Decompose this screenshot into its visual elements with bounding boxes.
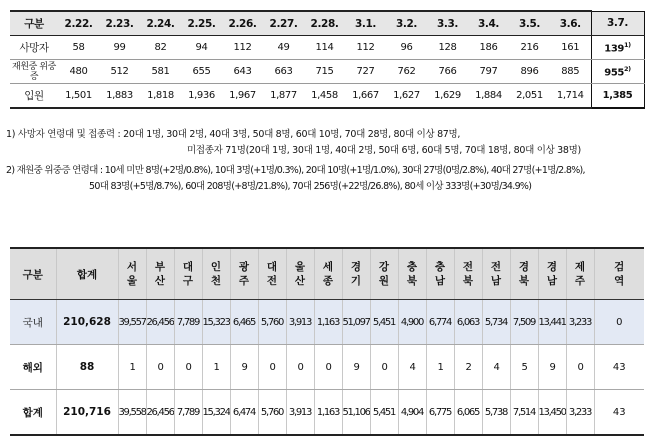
row-label: 국내 — [10, 300, 56, 345]
region-name: 인천 — [210, 261, 222, 287]
region-value: 5,760 — [258, 300, 286, 345]
region-value: 5,760 — [258, 390, 286, 436]
value-cell — [386, 84, 427, 109]
note-1-line-2: 미접종자 71명(20대 1명, 30대 1명, 40대 2명, 50대 6명, 60대 5명, 70대 18명, 80대 이상 38명) — [187, 145, 581, 156]
region-value: 6,774 — [426, 300, 454, 345]
value-text: 1,818 — [147, 90, 174, 101]
value-text: 99 — [113, 42, 126, 53]
region-value: 39,557 — [118, 300, 146, 345]
date-header: 3.3. — [427, 11, 468, 36]
value-cell — [550, 84, 591, 109]
region-value: 4,904 — [398, 390, 426, 436]
value-text: 1,458 — [311, 90, 338, 101]
value-text: 1,877 — [270, 90, 297, 101]
region-value: 0 — [370, 345, 398, 390]
region-value: 7,789 — [174, 390, 202, 436]
date-header: 3.5. — [509, 11, 550, 36]
value-cell — [509, 84, 550, 109]
value-cell — [181, 36, 222, 60]
region-value: 6,065 — [454, 390, 482, 436]
daily-status-table — [10, 10, 645, 109]
region-value: 1,163 — [314, 390, 342, 436]
region-cases-table — [10, 247, 644, 436]
region-value: 1 — [118, 345, 146, 390]
region-header — [258, 248, 286, 300]
value-cell — [386, 36, 427, 60]
value-cell — [345, 36, 386, 60]
region-value: 9 — [538, 345, 566, 390]
date-header: 3.6. — [550, 11, 591, 36]
region-value: 3,913 — [286, 300, 314, 345]
row-label: 합계 — [10, 390, 56, 436]
region-value: 5,734 — [482, 300, 510, 345]
value-cell — [58, 84, 99, 109]
row-label: 사망자 — [10, 36, 58, 60]
value-cell — [58, 36, 99, 60]
region-name: 경북 — [518, 261, 530, 287]
region-value: 5,451 — [370, 390, 398, 436]
date-header: 3.1. — [345, 11, 386, 36]
footnote-marker: 2) — [623, 64, 631, 73]
region-name: 충북 — [406, 261, 418, 287]
region-name: 부산 — [154, 261, 166, 287]
region-name: 강원 — [378, 261, 390, 287]
region-value: 1 — [202, 345, 230, 390]
region-value: 15,324 — [202, 390, 230, 436]
region-header — [118, 248, 146, 300]
region-header — [146, 248, 174, 300]
value-cell — [140, 36, 181, 60]
value-text: 94 — [195, 42, 208, 53]
value-cell — [140, 60, 181, 84]
value-text: 581 — [151, 66, 170, 77]
value-cell — [99, 60, 140, 84]
region-value: 51,097 — [342, 300, 370, 345]
value-cell — [58, 60, 99, 84]
value-cell — [181, 84, 222, 109]
value-cell — [427, 60, 468, 84]
region-value: 1 — [426, 345, 454, 390]
region-header — [342, 248, 370, 300]
header-label: 구분 — [10, 248, 56, 300]
region-value: 3,233 — [566, 390, 594, 436]
value-cell — [591, 36, 644, 60]
value-cell — [263, 84, 304, 109]
value-text: 49 — [277, 42, 290, 53]
value-cell — [591, 60, 644, 84]
region-name: 검역 — [614, 261, 625, 287]
region-value: 6,474 — [230, 390, 258, 436]
value-text: 955 — [604, 67, 624, 79]
row-total: 210,716 — [56, 390, 118, 436]
region-value: 0 — [258, 345, 286, 390]
date-header: 2.26. — [222, 11, 263, 36]
region-header — [538, 248, 566, 300]
region-header — [202, 248, 230, 300]
table-row — [10, 300, 644, 345]
footnote-marker: 1) — [623, 40, 631, 49]
region-header — [426, 248, 454, 300]
region-value: 4 — [398, 345, 426, 390]
region-value: 4 — [482, 345, 510, 390]
value-text: 128 — [438, 42, 457, 53]
value-text: 715 — [315, 66, 334, 77]
region-name: 경남 — [546, 261, 558, 287]
region-value: 26,456 — [146, 390, 174, 436]
region-value: 13,441 — [538, 300, 566, 345]
value-text: 2,051 — [516, 90, 543, 101]
date-header: 3.7. — [591, 11, 644, 36]
value-cell — [345, 60, 386, 84]
value-cell — [263, 60, 304, 84]
date-header: 2.28. — [304, 11, 345, 36]
row-label: 해외 — [10, 345, 56, 390]
value-text: 114 — [315, 42, 334, 53]
value-cell — [468, 60, 509, 84]
value-text: 727 — [356, 66, 375, 77]
value-cell — [222, 60, 263, 84]
date-header: 2.25. — [181, 11, 222, 36]
region-value: 0 — [594, 300, 644, 345]
date-header: 2.22. — [58, 11, 99, 36]
header-corner: 구분 — [10, 11, 58, 36]
region-header — [398, 248, 426, 300]
region-value: 7,789 — [174, 300, 202, 345]
region-value: 3,233 — [566, 300, 594, 345]
row-label: 입원 — [10, 84, 58, 109]
region-value: 9 — [230, 345, 258, 390]
note-2-line-2: 50대 83명(+5명/8.7%), 60대 208명(+8명/21.8%), 70대 256명(+22명/26.8%), 80세 이상 333명(+30명/34.9%) — [89, 181, 532, 192]
value-cell — [304, 36, 345, 60]
region-header — [174, 248, 202, 300]
value-text: 96 — [400, 42, 413, 53]
value-text: 797 — [479, 66, 498, 77]
region-header — [314, 248, 342, 300]
value-cell — [468, 36, 509, 60]
region-name: 대구 — [182, 261, 194, 287]
date-header: 2.24. — [140, 11, 181, 36]
value-cell — [222, 84, 263, 109]
region-value: 9 — [342, 345, 370, 390]
value-text: 1,629 — [434, 90, 461, 101]
value-cell — [550, 60, 591, 84]
region-name: 광주 — [238, 261, 250, 287]
table-row — [10, 36, 644, 60]
region-value: 7,509 — [510, 300, 538, 345]
value-cell — [99, 36, 140, 60]
region-name: 세종 — [322, 261, 334, 287]
note-1-line-1: 1) 사망자 연령대 및 접종력 : 20대 1명, 30대 2명, 40대 3명, 50대 8명, 60대 10명, 70대 28명, 80대 이상 87명, — [6, 129, 461, 140]
header-total: 합계 — [56, 248, 118, 300]
table-row — [10, 345, 644, 390]
value-cell — [591, 84, 644, 109]
date-header: 3.2. — [386, 11, 427, 36]
region-header — [286, 248, 314, 300]
value-text: 512 — [110, 66, 129, 77]
region-header — [566, 248, 594, 300]
value-text: 82 — [154, 42, 167, 53]
value-cell — [468, 84, 509, 109]
date-header: 2.23. — [99, 11, 140, 36]
value-cell — [509, 36, 550, 60]
region-value: 7,514 — [510, 390, 538, 436]
region-name: 충남 — [434, 261, 446, 287]
value-text: 186 — [479, 42, 498, 53]
value-text: 1,883 — [106, 90, 133, 101]
region-value: 26,456 — [146, 300, 174, 345]
value-cell — [99, 84, 140, 109]
region-value: 6,063 — [454, 300, 482, 345]
row-total: 88 — [56, 345, 118, 390]
row-label: 재원중 위중증 — [10, 60, 58, 84]
value-text: 766 — [438, 66, 457, 77]
value-text: 663 — [274, 66, 293, 77]
region-value: 0 — [286, 345, 314, 390]
value-text: 112 — [356, 42, 375, 53]
value-cell — [304, 60, 345, 84]
region-name: 서울 — [126, 261, 138, 287]
table-row — [10, 84, 644, 109]
region-name: 경기 — [350, 261, 362, 287]
region-header — [370, 248, 398, 300]
value-cell — [345, 84, 386, 109]
value-text: 161 — [561, 42, 580, 53]
region-value: 5,738 — [482, 390, 510, 436]
note-2-line-1: 2) 재원중 위중증 연령대 : 10세 미만 8명(+2명/0.8%), 10대 3명(+1명/0.3%), 20대 10명(+1명/1.0%), 30대 27명(0명/2.8%), 40대 27명(+1명/2.8%), — [6, 165, 585, 176]
value-text: 216 — [520, 42, 539, 53]
value-text: 643 — [233, 66, 252, 77]
table-row — [10, 390, 644, 436]
value-text: 762 — [397, 66, 416, 77]
region-header — [510, 248, 538, 300]
value-text: 480 — [69, 66, 88, 77]
region-name: 울산 — [294, 261, 306, 287]
region-value: 2 — [454, 345, 482, 390]
row-total: 210,628 — [56, 300, 118, 345]
region-name: 대전 — [266, 261, 278, 287]
value-text: 896 — [520, 66, 539, 77]
region-value: 5 — [510, 345, 538, 390]
region-value: 6,775 — [426, 390, 454, 436]
value-text: 1,627 — [393, 90, 420, 101]
value-cell — [222, 36, 263, 60]
value-text: 885 — [561, 66, 580, 77]
value-text: 1,936 — [188, 90, 215, 101]
value-cell — [427, 84, 468, 109]
value-cell — [181, 60, 222, 84]
region-value: 3,913 — [286, 390, 314, 436]
value-text: 655 — [192, 66, 211, 77]
value-text: 1,884 — [475, 90, 502, 101]
value-cell — [427, 36, 468, 60]
region-value: 51,106 — [342, 390, 370, 436]
value-cell — [304, 84, 345, 109]
region-value: 0 — [566, 345, 594, 390]
region-value: 13,450 — [538, 390, 566, 436]
region-value: 15,323 — [202, 300, 230, 345]
region-value: 0 — [314, 345, 342, 390]
region-header — [482, 248, 510, 300]
value-cell — [263, 36, 304, 60]
region-value: 43 — [594, 390, 644, 436]
region-name: 전남 — [490, 261, 502, 287]
date-header: 3.4. — [468, 11, 509, 36]
region-value: 1,163 — [314, 300, 342, 345]
value-text: 1,714 — [556, 90, 584, 101]
value-cell — [509, 60, 550, 84]
region-value: 5,451 — [370, 300, 398, 345]
value-text: 112 — [233, 42, 252, 53]
region-header — [594, 248, 644, 300]
value-text: 1,501 — [65, 90, 92, 101]
value-text: 1,385 — [602, 90, 633, 101]
value-cell — [386, 60, 427, 84]
value-cell — [550, 36, 591, 60]
region-value: 39,558 — [118, 390, 146, 436]
region-value: 4,900 — [398, 300, 426, 345]
region-name: 제주 — [574, 261, 586, 287]
value-text: 58 — [72, 42, 85, 53]
region-value: 0 — [174, 345, 202, 390]
value-text: 1,667 — [352, 90, 379, 101]
region-name: 전북 — [462, 261, 474, 287]
value-text: 1,967 — [229, 90, 256, 101]
table-row — [10, 60, 644, 84]
date-header: 2.27. — [263, 11, 304, 36]
value-text: 139 — [604, 43, 624, 55]
region-header — [454, 248, 482, 300]
region-header — [230, 248, 258, 300]
value-cell — [140, 84, 181, 109]
region-value: 43 — [594, 345, 644, 390]
region-value: 6,465 — [230, 300, 258, 345]
region-value: 0 — [146, 345, 174, 390]
